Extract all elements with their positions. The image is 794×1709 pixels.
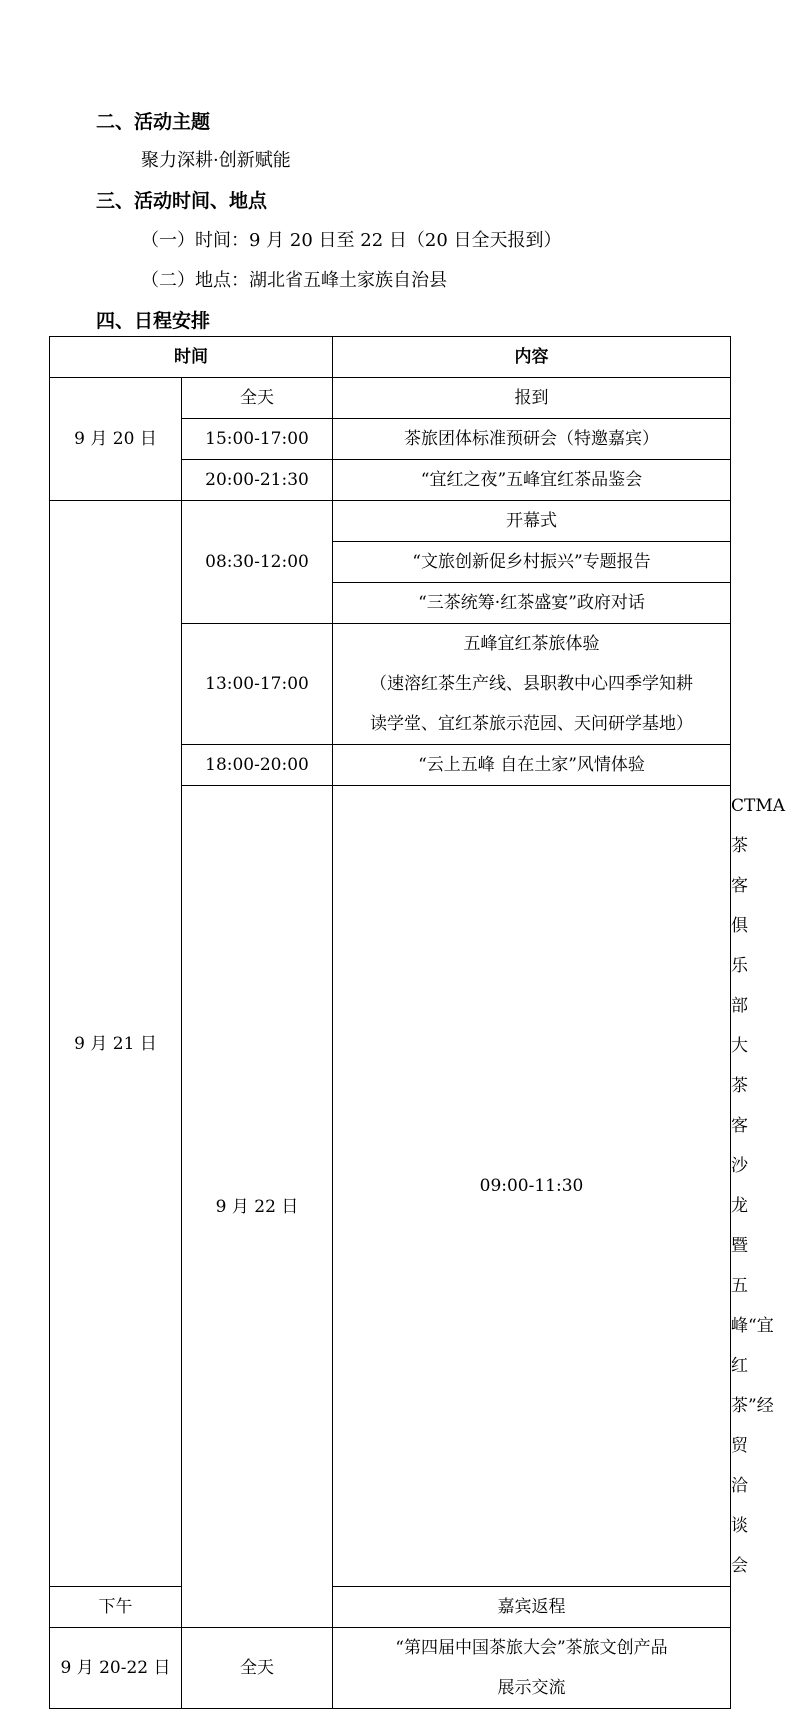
header-content: 内容: [333, 337, 731, 378]
time-cell: 08:30-12:00: [182, 501, 333, 624]
date-cell: 9 月 22 日: [182, 786, 333, 1628]
schedule-table: [49, 336, 786, 1709]
section2-heading: 二、活动主题: [96, 111, 211, 133]
section4-heading: 四、日程安排: [96, 310, 211, 332]
content-cell: 嘉宾返程: [333, 1587, 731, 1628]
table-row: 9 月 22 日 09:00-11:30 CTMA 茶客俱乐部大茶客沙龙 暨五峰“宜红茶”经贸洽谈会: [50, 786, 731, 1587]
content-cell: [333, 1628, 731, 1709]
activity-time: （一）时间：9 月 20 日至 22 日（20 日全天报到）: [141, 230, 562, 251]
time-cell: 全天: [182, 378, 333, 419]
table-row: [50, 378, 731, 419]
time-cell: 下午: [50, 1587, 182, 1628]
section3-heading: 三、活动时间、地点: [96, 190, 268, 212]
content-cell: “云上五峰 自在土家”风情体验: [333, 745, 731, 786]
content-cell: 茶旅团体标准预研会（特邀嘉宾）: [333, 419, 731, 460]
date-cell: 9 月 21 日: [50, 501, 182, 1587]
table-row: [50, 1587, 731, 1628]
content-line: （速溶红茶生产线、县职教中心四季学知耕: [370, 674, 693, 694]
content-cell: “宜红之夜”五峰宜红茶品鉴会: [333, 460, 731, 501]
activity-theme: 聚力深耕·创新赋能: [141, 150, 291, 171]
date-cell: 9 月 20 日: [50, 378, 182, 501]
activity-place: （二）地点：湖北省五峰土家族自治县: [141, 270, 447, 291]
content-cell: “文旅创新促乡村振兴”专题报告: [333, 542, 731, 583]
time-cell: 13:00-17:00: [182, 624, 333, 745]
header-time: 时间: [50, 337, 333, 378]
time-cell: 15:00-17:00: [182, 419, 333, 460]
content-cell: 报到: [333, 378, 731, 419]
table-row: [50, 501, 731, 542]
content-cell: “三茶统筹·红茶盛宴”政府对话: [333, 583, 731, 624]
time-cell: 18:00-20:00: [182, 745, 333, 786]
table-row: [50, 1628, 731, 1709]
content-line: 展示交流: [497, 1678, 566, 1698]
date-cell: 9 月 20-22 日: [50, 1628, 182, 1709]
content-line: “第四届中国茶旅大会”茶旅文创产品: [395, 1638, 668, 1658]
content-cell: [333, 624, 731, 745]
content-line: 读学堂、宜红茶旅示范园、天问研学基地）: [370, 714, 693, 734]
time-cell: 09:00-11:30: [333, 786, 731, 1587]
table-header-row: [50, 337, 731, 378]
time-cell: 20:00-21:30: [182, 460, 333, 501]
content-line: 五峰宜红茶旅体验: [463, 634, 600, 654]
content-cell: 开幕式: [333, 501, 731, 542]
time-cell: 全天: [182, 1628, 333, 1709]
